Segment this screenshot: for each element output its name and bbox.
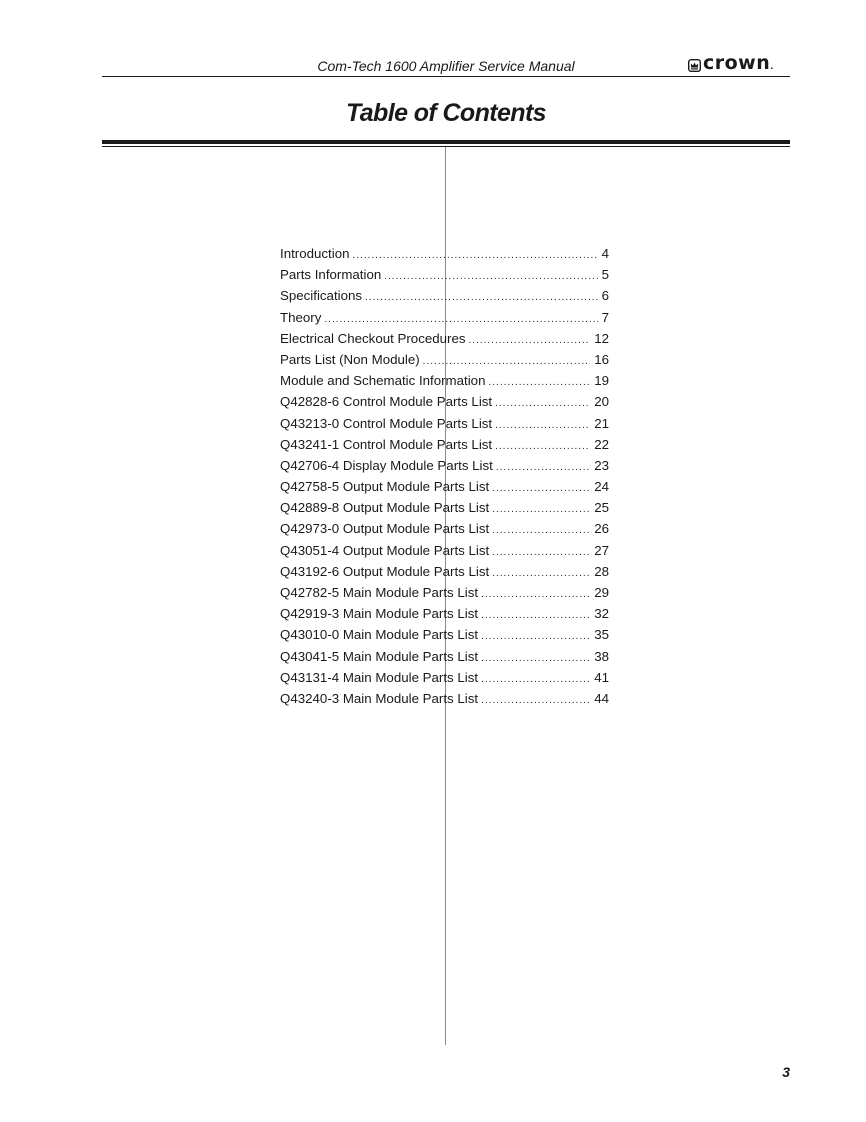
- toc-entry-page: 5: [601, 267, 609, 283]
- toc-entry-label: Q43192-6 Output Module Parts List: [280, 563, 490, 579]
- toc-entry-page: 29: [594, 585, 609, 600]
- toc-entry-label: Specifications: [280, 288, 363, 304]
- toc-leader-dots: [481, 691, 590, 710]
- toc-entry-page: 25: [594, 500, 609, 516]
- toc-entry[interactable]: [280, 498, 609, 519]
- toc-entry-page: 35: [594, 627, 609, 643]
- crown-logo-text: crown .: [703, 54, 774, 76]
- toc-entry[interactable]: [280, 689, 609, 710]
- table-of-contents-list: [280, 244, 609, 710]
- crown-logo: [688, 52, 774, 74]
- toc-leader-dots: [481, 670, 590, 689]
- toc-leader-dots: [488, 373, 590, 392]
- toc-entry[interactable]: [280, 350, 609, 371]
- toc-entry-page: 23: [594, 457, 609, 473]
- toc-entry-label: Theory: [280, 309, 322, 325]
- toc-leader-dots: [481, 627, 590, 646]
- toc-entry[interactable]: [280, 625, 609, 646]
- toc-entry-label: Q43041-5 Main Module Parts List: [280, 648, 479, 664]
- toc-entry[interactable]: [280, 435, 609, 456]
- toc-entry-page: 19: [594, 373, 609, 389]
- toc-entry-page: 24: [594, 479, 609, 495]
- toc-entry[interactable]: [280, 244, 609, 265]
- toc-entry-label: Q42973-0 Output Module Parts List: [280, 521, 490, 537]
- toc-entry[interactable]: [280, 519, 609, 540]
- toc-entry[interactable]: [280, 414, 609, 435]
- toc-entry-page: 6: [601, 288, 609, 304]
- toc-entry[interactable]: [280, 456, 609, 477]
- title-rule-thin: [102, 146, 790, 147]
- toc-entry-page: 32: [594, 606, 609, 622]
- toc-entry[interactable]: [280, 562, 609, 583]
- toc-entry[interactable]: [280, 392, 609, 413]
- toc-entry[interactable]: [280, 541, 609, 562]
- toc-entry-page: 38: [594, 648, 609, 664]
- toc-entry-page: 22: [594, 436, 609, 452]
- toc-entry-page: 44: [594, 690, 609, 706]
- toc-entry-label: Q42919-3 Main Module Parts List: [280, 606, 479, 622]
- toc-entry-label: Q43241-1 Control Module Parts List: [280, 436, 493, 452]
- toc-entry-label: Q43131-4 Main Module Parts List: [280, 669, 479, 685]
- toc-entry-label: Q42706-4 Display Module Parts List: [280, 457, 493, 473]
- toc-entry-label: Q42758-5 Output Module Parts List: [280, 479, 490, 495]
- toc-leader-dots: [352, 246, 597, 265]
- toc-entry-label: Q42782-5 Main Module Parts List: [280, 585, 479, 600]
- toc-entry-label: Q42889-8 Output Module Parts List: [280, 500, 490, 516]
- crown-logo-icon: [688, 59, 701, 72]
- toc-leader-dots: [365, 288, 598, 307]
- toc-entry[interactable]: [280, 668, 609, 689]
- title-rule-thick: [102, 140, 790, 144]
- toc-leader-dots: [481, 585, 590, 604]
- toc-entry[interactable]: [280, 477, 609, 498]
- toc-entry[interactable]: [280, 286, 609, 307]
- toc-leader-dots: [469, 331, 591, 350]
- header-rule: [102, 76, 790, 77]
- toc-entry[interactable]: [280, 604, 609, 625]
- toc-leader-dots: [492, 543, 590, 562]
- toc-entry-label: Parts Information: [280, 267, 382, 283]
- toc-entry[interactable]: [280, 371, 609, 392]
- toc-entry-page: 16: [594, 351, 609, 367]
- toc-leader-dots: [384, 267, 597, 286]
- toc-entry[interactable]: [280, 308, 609, 329]
- toc-leader-dots: [492, 500, 590, 519]
- toc-entry[interactable]: [280, 265, 609, 286]
- toc-entry-label: Q43213-0 Control Module Parts List: [280, 415, 493, 431]
- toc-entry-page: 20: [594, 394, 609, 410]
- toc-leader-dots: [324, 310, 597, 329]
- toc-entry-page: 4: [601, 246, 609, 261]
- toc-entry-label: Q43051-4 Output Module Parts List: [280, 542, 490, 558]
- toc-leader-dots: [492, 564, 590, 583]
- toc-entry-label: Electrical Checkout Procedures: [280, 330, 466, 346]
- toc-entry-page: 27: [594, 542, 609, 558]
- toc-leader-dots: [495, 437, 590, 456]
- toc-leader-dots: [495, 394, 590, 413]
- toc-leader-dots: [492, 479, 590, 498]
- toc-leader-dots: [496, 458, 590, 477]
- toc-entry-label: Introduction: [280, 246, 350, 261]
- page-title: Table of Contents: [346, 99, 546, 127]
- toc-entry-page: 7: [601, 309, 609, 325]
- toc-leader-dots: [495, 416, 590, 435]
- toc-leader-dots: [481, 649, 590, 668]
- toc-entry-page: 28: [594, 563, 609, 579]
- toc-entry-label: Q43010-0 Main Module Parts List: [280, 627, 479, 643]
- toc-leader-dots: [481, 606, 590, 625]
- toc-entry[interactable]: [280, 647, 609, 668]
- toc-entry-page: 12: [594, 330, 609, 346]
- page-number: 3: [782, 1064, 790, 1080]
- toc-entry-page: 21: [594, 415, 609, 431]
- toc-entry-label: Module and Schematic Information: [280, 373, 486, 389]
- toc-entry-page: 26: [594, 521, 609, 537]
- toc-leader-dots: [492, 521, 590, 540]
- toc-entry-label: Parts List (Non Module): [280, 351, 420, 367]
- running-header-title: Com-Tech 1600 Amplifier Service Manual: [317, 58, 575, 74]
- toc-entry[interactable]: [280, 583, 609, 604]
- toc-entry[interactable]: [280, 329, 609, 350]
- toc-entry-label: Q42828-6 Control Module Parts List: [280, 394, 493, 410]
- toc-entry-page: 41: [594, 669, 609, 685]
- toc-entry-label: Q43240-3 Main Module Parts List: [280, 690, 479, 706]
- toc-leader-dots: [423, 352, 591, 371]
